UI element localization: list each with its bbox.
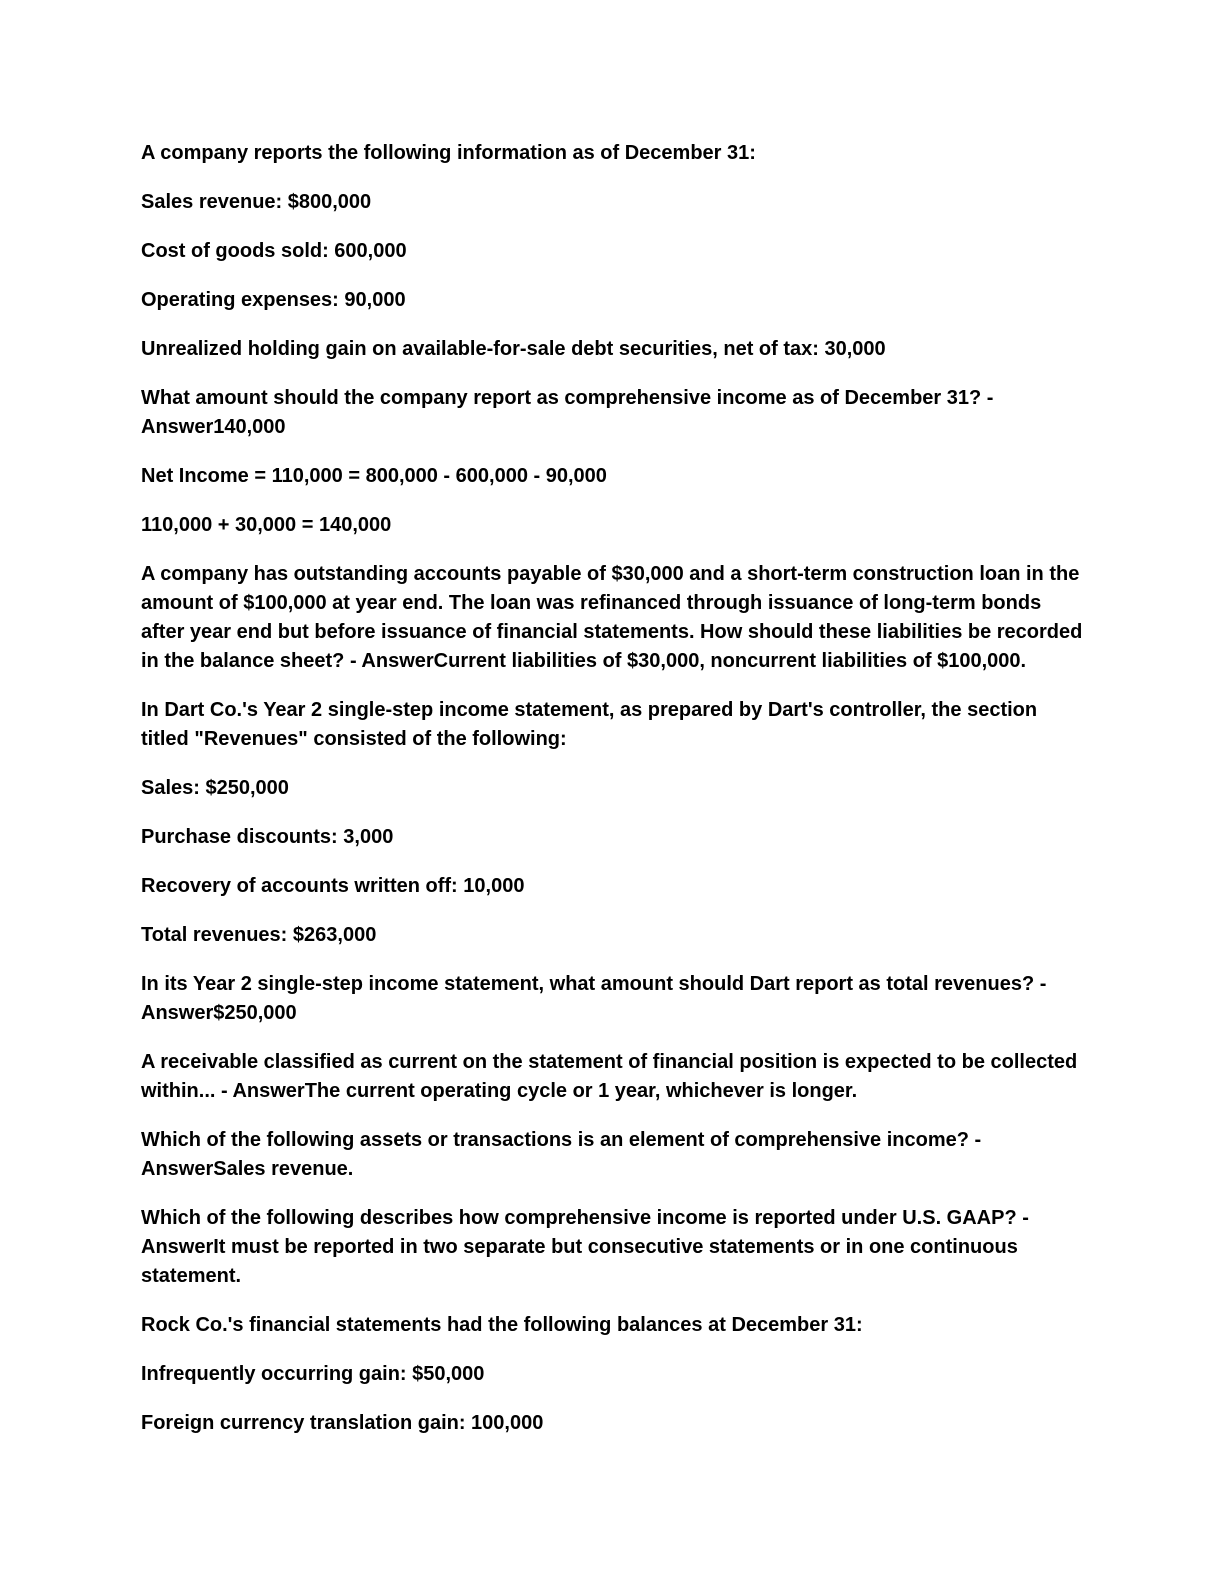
paragraph: Which of the following describes how comprehensive income is reported under U.S. GAAP? - AnswerIt must be reported in two separate but consecutive statements or in one continuous statement. bbox=[141, 1207, 1029, 1287]
paragraph: Recovery of accounts written off: 10,000 bbox=[141, 875, 525, 897]
paragraph: A company has outstanding accounts payable of $30,000 and a short-term construction loan in the amount of $100,000 at year end. The loan was refinanced through issuance of long-term bonds after year end but before issuance of financial statements. How should these liabilities be recorded in the balance sheet? - AnswerCurrent liabilities of $30,000, noncurrent liabilities of $100,000. bbox=[141, 563, 1083, 672]
paragraph: 110,000 + 30,000 = 140,000 bbox=[141, 514, 392, 536]
paragraph: Which of the following assets or transactions is an element of comprehensive income? - AnswerSales revenue. bbox=[141, 1129, 982, 1180]
paragraph: Infrequently occurring gain: $50,000 bbox=[141, 1363, 485, 1385]
paragraph: Rock Co.'s financial statements had the following balances at December 31: bbox=[141, 1314, 863, 1336]
paragraph: Cost of goods sold: 600,000 bbox=[141, 240, 407, 262]
paragraph: A company reports the following information as of December 31: bbox=[141, 142, 756, 164]
paragraph: Purchase discounts: 3,000 bbox=[141, 826, 394, 848]
paragraph: Net Income = 110,000 = 800,000 - 600,000 - 90,000 bbox=[141, 465, 607, 487]
paragraph: Total revenues: $263,000 bbox=[141, 924, 377, 946]
paragraph: Unrealized holding gain on available-for-sale debt securities, net of tax: 30,000 bbox=[141, 338, 886, 360]
paragraph: In Dart Co.'s Year 2 single-step income statement, as prepared by Dart's controller, the section titled "Revenues" consisted of the following: bbox=[141, 699, 1038, 750]
paragraph: Operating expenses: 90,000 bbox=[141, 289, 406, 311]
paragraph: Sales revenue: $800,000 bbox=[141, 191, 372, 213]
paragraph: What amount should the company report as comprehensive income as of December 31? - Answer140,000 bbox=[141, 387, 994, 438]
paragraph: Foreign currency translation gain: 100,000 bbox=[141, 1412, 544, 1434]
paragraph: Sales: $250,000 bbox=[141, 777, 289, 799]
paragraph: A receivable classified as current on the statement of financial position is expected to be collected within... - AnswerThe current operating cycle or 1 year, whichever is longer. bbox=[141, 1051, 1078, 1102]
document-body bbox=[141, 139, 1086, 1458]
paragraph: In its Year 2 single-step income statement, what amount should Dart report as total revenues? - Answer$250,000 bbox=[141, 973, 1047, 1024]
